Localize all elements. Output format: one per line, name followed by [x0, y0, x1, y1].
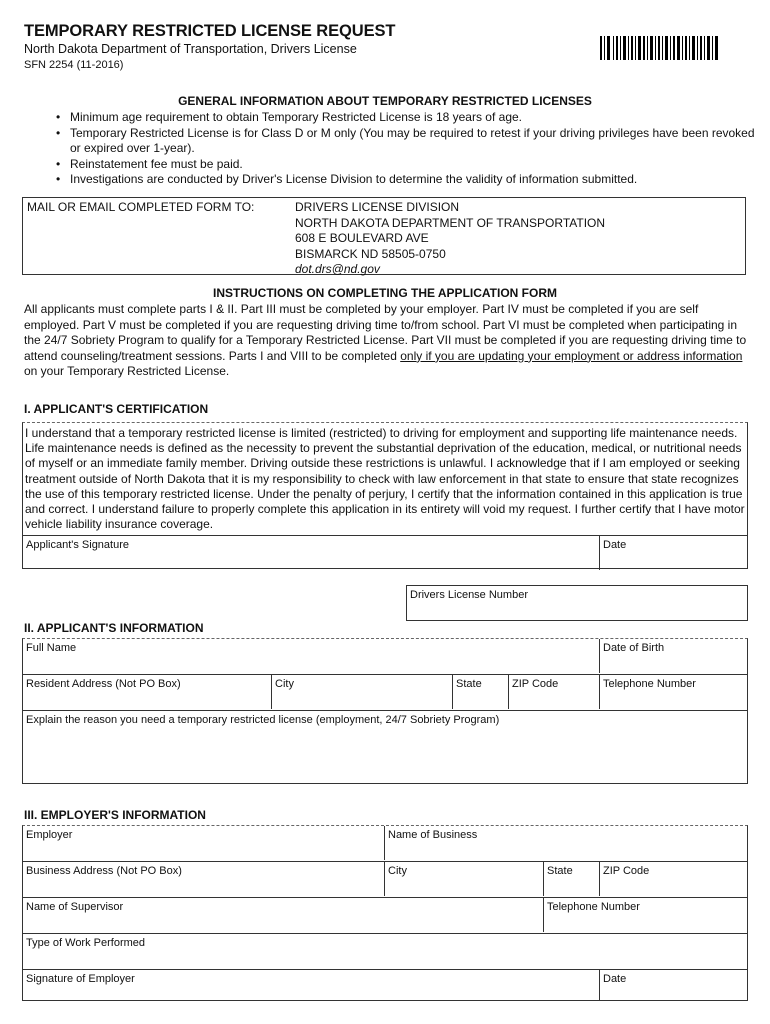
bullet-icon: •	[56, 125, 61, 140]
list-item: • Minimum age requirement to obtain Temporary Restricted License is 18 years of age.	[56, 110, 522, 124]
address-line: NORTH DAKOTA DEPARTMENT OF TRANSPORTATION	[295, 215, 606, 230]
applicant-signature-field[interactable]: Applicant's Signature	[26, 539, 129, 551]
business-name-field[interactable]: Name of Business	[388, 829, 478, 841]
section-1-title: I. APPLICANT'S CERTIFICATION	[24, 402, 209, 416]
section-2-title: II. APPLICANT'S INFORMATION	[24, 621, 204, 635]
form-number: SFN 2254 (11-2016)	[24, 59, 124, 71]
signature-row	[23, 535, 747, 570]
general-info-list	[56, 110, 756, 188]
barcode	[600, 36, 718, 60]
general-info-heading: GENERAL INFORMATION ABOUT TEMPORARY RESTRICTED LICENSES	[178, 94, 592, 108]
certification-box	[22, 422, 748, 569]
list-item: • Reinstatement fee must be paid.	[56, 156, 243, 171]
section-3-title: III. EMPLOYER'S INFORMATION	[24, 808, 206, 822]
supervisor-field[interactable]: Name of Supervisor	[26, 901, 124, 913]
list-item: • Temporary Restricted License is for Class D or M only (You may be required to retest if your driving privileges have been revoked or expired over 1-year).	[56, 125, 755, 156]
date-of-birth-field[interactable]: Date of Birth	[603, 642, 665, 654]
employer-telephone-field[interactable]: Telephone Number	[547, 901, 640, 913]
bullet-icon: •	[56, 156, 61, 171]
zip-code-field[interactable]: ZIP Code	[512, 678, 559, 690]
work-type-field[interactable]: Type of Work Performed	[26, 937, 146, 949]
employer-field[interactable]: Employer	[26, 829, 73, 841]
drivers-license-number-field[interactable]: Drivers License Number	[406, 585, 748, 621]
employer-info-grid	[22, 825, 748, 1001]
form-title: TEMPORARY RESTRICTED LICENSE REQUEST	[24, 22, 396, 40]
bullet-icon: •	[56, 110, 61, 124]
reason-field[interactable]: Explain the reason you need a temporary restricted license (employment, 24/7 Sobriety Program)	[26, 714, 500, 726]
employer-date-field[interactable]: Date	[603, 973, 627, 985]
resident-address-field[interactable]: Resident Address (Not PO Box)	[26, 678, 181, 690]
employer-state-field[interactable]: State	[547, 865, 573, 877]
city-field[interactable]: City	[275, 678, 294, 690]
mailing-address-box	[22, 197, 746, 275]
address-line: DRIVERS LICENSE DIVISION	[295, 200, 460, 214]
instructions-text: All applicants must complete parts I & II. Part III must be completed by your employer. Part IV must be completed if you are self employed. Part V must be completed if you are requesting driving time to/from school. Part VI must be completed when participating in the 24/7 Sobriety Program to qualify for a Temporary Restricted License. Part VII must be completed if you are requesting driving time to attend counseling/treatment sessions. Parts I and VIII to be completed only if you are updating your employment or address information on your Temporary Restricted License.	[24, 302, 747, 379]
business-address-field[interactable]: Business Address (Not PO Box)	[26, 865, 182, 877]
mailing-address	[295, 200, 605, 278]
employer-signature-field[interactable]: Signature of Employer	[26, 973, 135, 985]
mail-label: MAIL OR EMAIL COMPLETED FORM TO:	[27, 200, 255, 214]
state-field[interactable]: State	[456, 678, 482, 690]
agency-name: North Dakota Department of Transportation, Drivers License	[24, 42, 357, 56]
full-name-field[interactable]: Full Name	[26, 642, 77, 654]
telephone-field[interactable]: Telephone Number	[603, 678, 696, 690]
address-line: BISMARCK ND 58505-0750	[295, 246, 446, 261]
list-item: • Investigations are conducted by Driver's License Division to determine the validity of information submitted.	[56, 172, 638, 187]
bullet-icon: •	[56, 172, 61, 187]
employer-zip-field[interactable]: ZIP Code	[603, 865, 650, 877]
employer-city-field[interactable]: City	[388, 865, 407, 877]
certification-text: I understand that a temporary restricted license is limited (restricted) to driving for employment and supporting life maintenance needs. Life maintenance needs is defined as the necessity to prevent the substantial deprivation of the education, medical, or nutritional needs of myself or an immediate family member. Driving outside these restrictions is unlawful. I acknowledge that if I am employed or seeking treatment outside of North Dakota that it is my responsibility to check with law enforcement in that state to ensure that state recognizes the use of this temporary restricted license. Under the penalty of perjury, I certify that the information contained in this application is true and correct. I understand failure to properly complete this application in its entirety will void my request. I further certify that I have motor vehicle liability insurance coverage.	[25, 426, 745, 532]
address-line: 608 E BOULEVARD AVE	[295, 231, 429, 246]
applicant-info-grid	[22, 638, 748, 784]
signature-date-field[interactable]: Date	[603, 539, 627, 551]
instructions-heading: INSTRUCTIONS ON COMPLETING THE APPLICATION FORM	[213, 286, 557, 300]
email-link[interactable]: dot.drs@nd.gov	[295, 262, 380, 277]
